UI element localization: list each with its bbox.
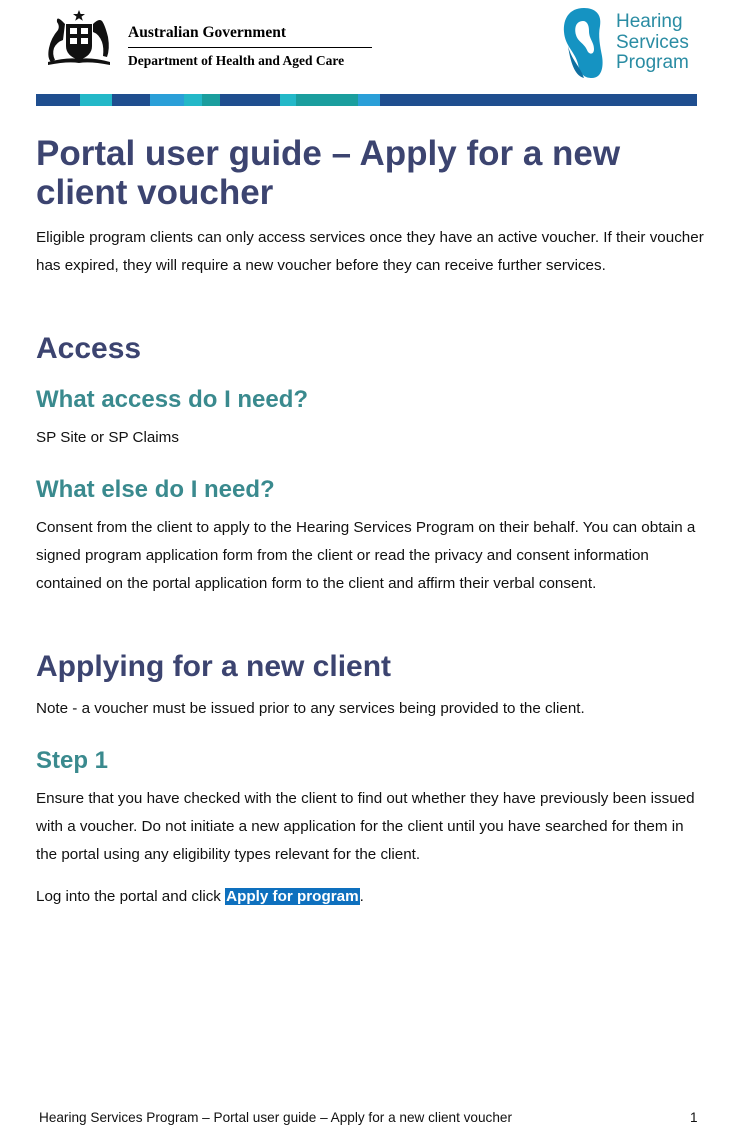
bar-segment bbox=[112, 94, 150, 106]
bar-segment bbox=[36, 94, 80, 106]
intro-paragraph: Eligible program clients can only access services once they have an active voucher. If their voucher has expired, they will require a new voucher before they can receive further services. bbox=[36, 229, 704, 274]
apply-for-program-link[interactable]: Apply for program bbox=[226, 888, 359, 905]
australian-government-logo bbox=[36, 8, 376, 72]
coat-of-arms-icon bbox=[36, 8, 122, 70]
page-title: Portal user guide – Apply for a new client voucher bbox=[36, 134, 621, 212]
ear-swirl-icon bbox=[562, 6, 606, 80]
bar-segment bbox=[358, 94, 380, 106]
what-else-heading: What else do I need? bbox=[36, 476, 275, 503]
access-heading: Access bbox=[36, 332, 142, 365]
bar-segment bbox=[80, 94, 112, 106]
program-logo-line-1: Hearing bbox=[616, 11, 683, 32]
what-access-heading: What access do I need? bbox=[36, 386, 309, 413]
header-color-bar bbox=[36, 94, 697, 106]
bar-segment bbox=[280, 94, 296, 106]
logo-divider bbox=[128, 47, 372, 48]
login-instruction bbox=[36, 883, 708, 911]
login-suffix: . bbox=[359, 888, 364, 905]
step-1-text: Ensure that you have checked with the client to find out whether they have previously been issued with a voucher. Do not initiate a new application for the client until you have searched for them in the portal using any eligibility types relevant for the client. bbox=[36, 790, 695, 863]
bar-segment bbox=[296, 94, 358, 106]
program-logo-line-3: Program bbox=[616, 52, 689, 73]
bar-segment bbox=[220, 94, 280, 106]
bar-segment bbox=[150, 94, 184, 106]
page-number: 1 bbox=[690, 1110, 698, 1125]
bar-segment bbox=[202, 94, 220, 106]
bar-segment bbox=[184, 94, 202, 106]
step-1-heading: Step 1 bbox=[36, 747, 109, 774]
login-prefix: Log into the portal and click bbox=[36, 888, 226, 905]
what-else-text: Consent from the client to apply to the Hearing Services Program on their behalf. You can obtain a signed program application form from the client or read the privacy and consent information contained on the portal application form to the client and affirm their verbal consent. bbox=[36, 519, 696, 592]
program-logo-line-2: Services bbox=[616, 31, 689, 53]
department-name: Department of Health and Aged Care bbox=[128, 53, 345, 68]
applying-heading: Applying for a new client bbox=[36, 650, 392, 683]
what-access-text: SP Site or SP Claims bbox=[36, 429, 179, 446]
bar-segment bbox=[380, 94, 697, 106]
government-name: Australian Government bbox=[128, 24, 287, 41]
footer-text: Hearing Services Program – Portal user guide – Apply for a new client voucher bbox=[39, 1110, 512, 1125]
hearing-services-program-logo bbox=[562, 6, 712, 82]
applying-note: Note - a voucher must be issued prior to any services being provided to the client. bbox=[36, 700, 585, 717]
